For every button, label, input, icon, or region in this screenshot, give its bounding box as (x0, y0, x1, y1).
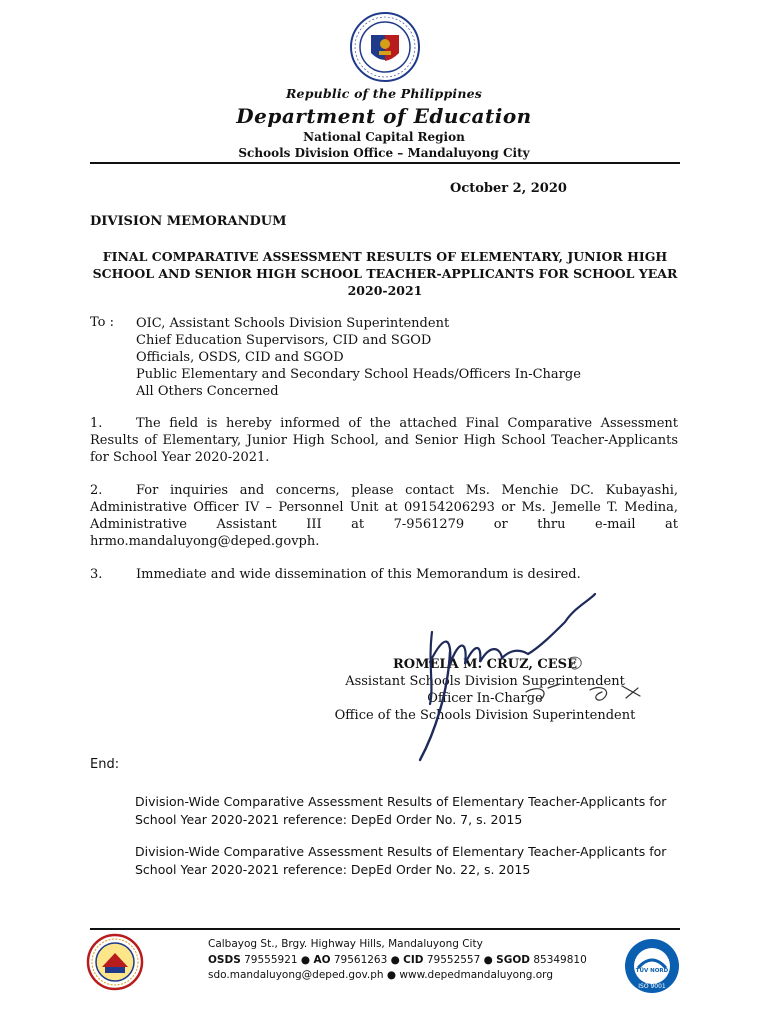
signatory-name: ROMELA M. CRUZ, CESE (393, 657, 577, 672)
letterhead-department: Department of Education (236, 104, 532, 128)
recipient-item: All Others Concerned (136, 384, 279, 399)
ao-label: AO (313, 953, 331, 966)
bullet-icon: ● (300, 953, 311, 966)
to-label: To : (90, 315, 115, 330)
paragraph-number: 3. (90, 567, 103, 582)
footer-web (208, 968, 587, 984)
sgod-number: 85349810 (533, 953, 587, 966)
deped-seal-logo (349, 11, 421, 83)
signatory-office: Office of the Schools Division Superintendent (334, 708, 636, 723)
sdo-mandaluyong-seal-logo (86, 933, 144, 991)
memo-date: October 2, 2020 (450, 181, 567, 196)
iso-badge-bottom-text: ISO 9001 (638, 983, 666, 990)
recipient-item: OIC, Assistant Schools Division Superintendent (136, 316, 450, 331)
ao-number: 79561263 (333, 953, 388, 966)
footer-website-link[interactable]: www.depedmandaluyong.org (399, 969, 553, 981)
recipient-item: Officials, OSDS, CID and SGOD (136, 350, 344, 365)
recipient-list (136, 315, 581, 400)
paragraph-number: 2. (90, 483, 103, 498)
paragraph-text: Immediate and wide dissemination of this Memorandum is desired. (136, 567, 581, 582)
memo-title: FINAL COMPARATIVE ASSESSMENT RESULTS OF ELEMENTARY, JUNIOR HIGH SCHOOL AND SENIOR HIGH SCHOOL TEACHER-APPLICANTS FOR SCHOOL YEAR 2020-2021 (92, 249, 678, 298)
paragraph-text: The field is hereby informed of the attached Final Comparative Assessment Results of Elementary, Junior High School, and Senior High School Teacher-Applicants for School Year 2020-2021. (90, 416, 678, 465)
bullet-icon: ● (390, 953, 400, 966)
paragraph-text: For inquiries and concerns, please contact Ms. Menchie DC. Kubayashi, Administrative Officer IV – Personnel Unit at 09154206293 or Ms. Jemelle T. Medina, Administrative Assistant III at 7-9561279 or thru e-mail at hrmo.mandaluyong@deped.govph. (90, 483, 678, 549)
footer-email-link[interactable]: sdo.mandaluyong@deped.gov.ph (208, 969, 384, 981)
iso-9001-badge-logo (624, 938, 680, 994)
memo-type: DIVISION MEMORANDUM (90, 214, 287, 229)
enclosure-item: Division-Wide Comparative Assessment Results of Elementary Teacher-Applicants for School Year 2020-2021 reference: DepEd Order No. 7, s. 2015 (135, 794, 667, 827)
sgod-label: SGOD (496, 953, 530, 966)
recipient-item: Chief Education Supervisors, CID and SGOD (136, 333, 432, 348)
recipient-item: Public Elementary and Secondary School Heads/Officers In-Charge (136, 367, 581, 382)
osds-number: 79555921 (244, 953, 298, 966)
footer-divider (90, 928, 680, 930)
enclosure-label: End: (90, 757, 120, 772)
paragraph-number: 1. (90, 416, 103, 431)
footer-phones (208, 953, 587, 969)
letterhead-region: National Capital Region (303, 130, 465, 144)
osds-label: OSDS (208, 953, 241, 966)
signatory-role: Officer In-Charge (427, 691, 543, 706)
bullet-icon: ● (386, 969, 397, 981)
paragraph-2 (90, 482, 678, 550)
handwritten-signature (390, 592, 660, 762)
letterhead-republic: Republic of the Philippines (285, 86, 483, 101)
footer-address: Calbayog St., Brgy. Highway Hills, Mandaluyong City (208, 938, 483, 950)
header-divider (90, 162, 680, 164)
bullet-icon: ● (483, 953, 493, 966)
paragraph-1 (90, 415, 678, 466)
paragraph-3 (90, 566, 678, 583)
footer-contact (208, 937, 587, 984)
signatory-position: Assistant Schools Division Superintendent (345, 674, 625, 689)
enclosure-item: Division-Wide Comparative Assessment Results of Elementary Teacher-Applicants for School Year 2020-2021 reference: DepEd Order No. 22, s. 2015 (135, 844, 667, 877)
cid-label: CID (403, 953, 424, 966)
iso-badge-top-text: TÜV NORD (635, 968, 669, 974)
letterhead-division-office: Schools Division Office – Mandaluyong City (238, 146, 530, 160)
cid-number: 79552557 (426, 953, 481, 966)
